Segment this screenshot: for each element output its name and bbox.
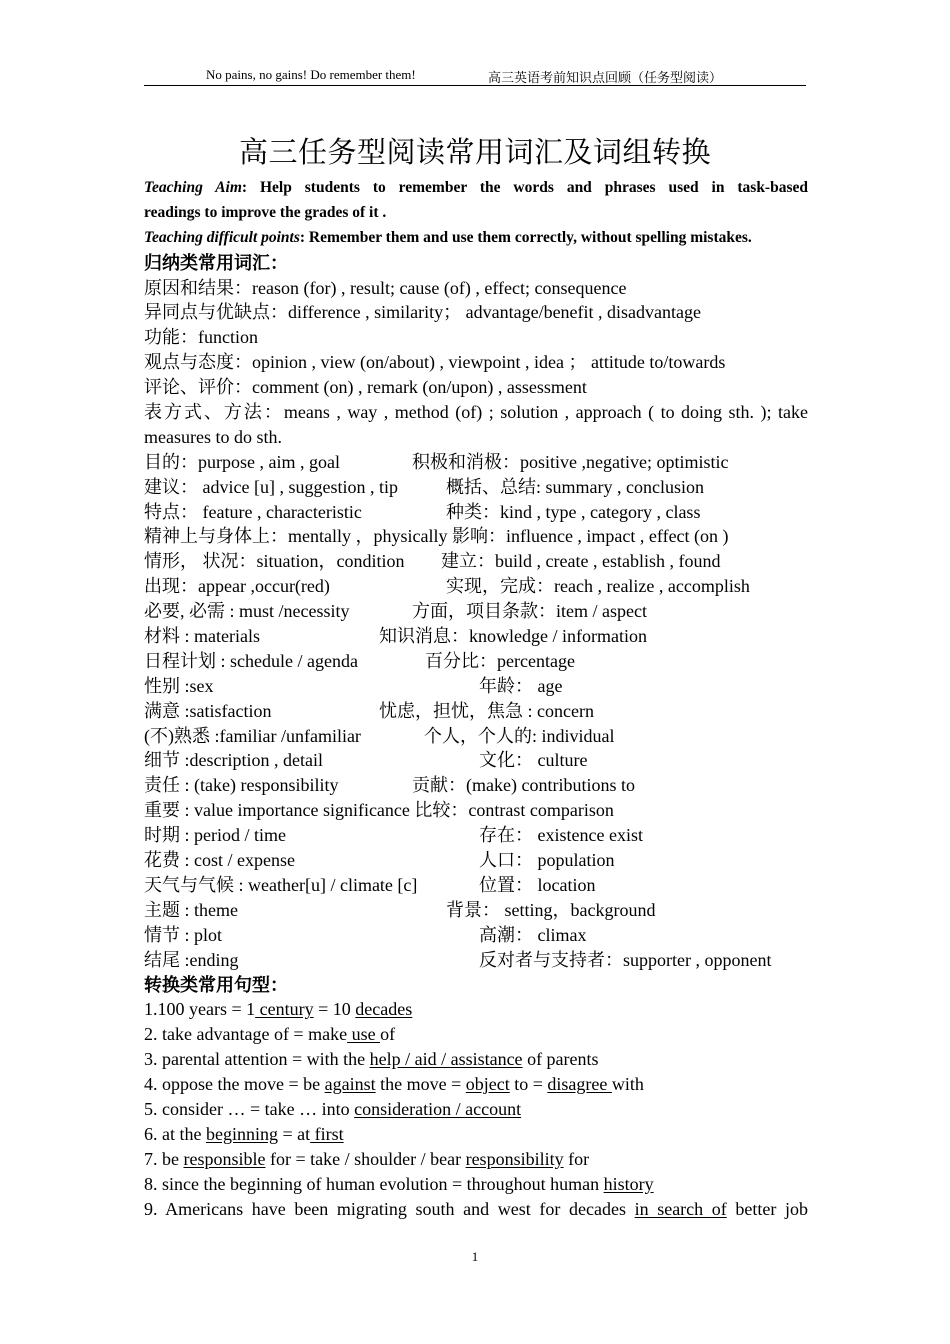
vocab-entry: measures to do sth. <box>144 426 282 447</box>
vocab-entry: 必要, 必需 : must /necessity <box>144 601 350 622</box>
vocab-list <box>144 276 808 973</box>
pattern-text: 4. oppose the move = be <box>144 1074 325 1095</box>
vocab-line <box>144 748 808 773</box>
vocab-entry: 表方式、方法：means , way , method (of) ; solution , approach ( to doing sth. ); take <box>144 402 808 423</box>
vocab-entry: 责任 : (take) responsibility <box>144 775 339 796</box>
pattern-text: 9. Americans have been migrating south and west for decades <box>144 1198 635 1219</box>
vocab-line <box>144 674 808 699</box>
teaching-difficult-line <box>144 226 808 251</box>
pattern-text: for = take / shoulder / bear <box>265 1148 466 1169</box>
vocab-entry-right: 文化： culture <box>479 750 588 771</box>
vocab-line <box>144 649 808 674</box>
vocab-line <box>144 798 808 823</box>
pattern-text: of parents <box>522 1049 599 1070</box>
answer-blank: century <box>255 999 314 1020</box>
pattern-line <box>144 1022 808 1047</box>
vocab-entry: 细节 :description , detail <box>144 750 323 771</box>
pattern-line <box>144 1097 808 1122</box>
answer-blank: help / aid / assistance <box>369 1049 523 1070</box>
pattern-text: 2. take advantage of = make <box>144 1024 348 1045</box>
vocab-entry-right: 积极和消极：positive ,negative; optimistic <box>412 451 729 472</box>
vocab-entry-right: 背景： setting，background <box>446 899 656 920</box>
vocab-entry: 结尾 :ending <box>144 949 239 970</box>
pattern-line <box>144 1072 808 1097</box>
vocab-heading: 归纳类常用词汇： <box>144 252 288 273</box>
vocab-entry: 日程计划 : schedule / agenda <box>144 650 358 671</box>
vocab-line <box>144 773 808 798</box>
vocab-line <box>144 276 808 301</box>
vocab-line <box>144 375 808 400</box>
vocab-entry: 评论、评价：comment (on) , remark (on/upon) , assessment <box>144 377 587 398</box>
pattern-text: the move = <box>375 1074 466 1095</box>
vocab-entry-right: 忧虑，担忧，焦急 : concern <box>379 700 594 721</box>
vocab-entry-right: 百分比：percentage <box>425 650 575 671</box>
vocab-entry: 特点： feature , characteristic <box>144 501 362 522</box>
vocab-entry: 建议： advice [u] , suggestion , tip <box>144 476 398 497</box>
vocab-line <box>144 873 808 898</box>
vocab-entry: 花费 : cost / expense <box>144 850 295 871</box>
answer-blank: decades <box>355 999 413 1020</box>
answer-blank: history <box>603 1173 654 1194</box>
header-subject: 高三英语考前知识点回顾（任务型阅读） <box>488 70 723 85</box>
pattern-text: 3. parental attention = with the <box>144 1049 370 1070</box>
pattern-text: 5. consider … = take … into <box>144 1098 355 1119</box>
vocab-line <box>144 923 808 948</box>
vocab-entry: 功能：function <box>144 327 258 348</box>
teaching-difficult-text: : Remember them and use them correctly, without spelling mistakes. <box>299 228 752 246</box>
vocab-entry: 性别 :sex <box>144 675 214 696</box>
vocab-line <box>144 549 808 574</box>
vocab-entry-right: 贡献：(make) contributions to <box>412 775 635 796</box>
vocab-entry: 材料 : materials <box>144 626 260 647</box>
vocab-entry: 目的：purpose , aim , goal <box>144 451 340 472</box>
vocab-entry-right: 知识消息：knowledge / information <box>379 626 647 647</box>
vocab-entry-right: 建立：build , create , establish , found <box>441 551 721 572</box>
vocab-entry: 满意 :satisfaction <box>144 700 272 721</box>
vocab-line <box>144 724 808 749</box>
page-number: 1 <box>471 1249 479 1264</box>
vocab-entry-right: 人口： population <box>479 850 615 871</box>
vocab-line <box>144 325 808 350</box>
header-motto: No pains, no gains! Do remember them! <box>206 67 416 82</box>
vocab-line <box>144 848 808 873</box>
answer-blank: object <box>465 1074 510 1095</box>
vocab-entry-right: 概括、总结: summary , conclusion <box>446 476 704 497</box>
answer-blank: in search of <box>634 1198 727 1219</box>
vocab-line <box>144 898 808 923</box>
pattern-text: better job <box>726 1198 808 1219</box>
answer-blank: first <box>310 1123 344 1144</box>
pattern-text: to = <box>509 1074 548 1095</box>
vocab-entry: 天气与气候 : weather[u] / climate [c] <box>144 874 418 895</box>
pattern-line <box>144 1172 808 1197</box>
teaching-difficult-label: Teaching difficult points <box>144 228 300 246</box>
page-header <box>144 67 806 86</box>
answer-blank: use <box>347 1024 381 1045</box>
vocab-line <box>144 350 808 375</box>
answer-blank: beginning <box>205 1123 278 1144</box>
vocab-entry-right: 实现，完成：reach , realize , accomplish <box>446 576 750 597</box>
vocab-entry: 精神上与身体上：mentally ，physically 影响：influence , impact , effect (on ) <box>144 526 729 547</box>
vocab-line <box>144 823 808 848</box>
vocab-entry: 情节 : plot <box>144 924 223 945</box>
answer-blank: responsibility <box>465 1148 564 1169</box>
vocab-entry: 主题 : theme <box>144 899 238 920</box>
teaching-aim-label: Teaching Aim <box>144 179 242 196</box>
vocab-entry-right: 方面，项目条款：item / aspect <box>412 601 647 622</box>
document-body <box>144 176 808 1221</box>
teaching-aim-line-1 <box>144 176 808 201</box>
document-title: 高三任务型阅读常用词汇及词组转换 <box>238 137 711 169</box>
vocab-entry: 原因和结果：reason (for) , result; cause (of) , effect; consequence <box>144 277 627 298</box>
pattern-text: 8. since the beginning of human evolution = throughout human <box>144 1173 604 1194</box>
teaching-aim-text-1: : Help students to remember the words and phrases used in task-based <box>241 179 808 196</box>
vocab-entry-right: 存在： existence exist <box>479 825 643 846</box>
pattern-line <box>144 1047 808 1072</box>
pattern-text: = 10 <box>313 999 356 1020</box>
pattern-heading: 转换类常用句型： <box>144 974 288 995</box>
pattern-list <box>144 997 808 1221</box>
pattern-text: for <box>563 1148 590 1169</box>
vocab-line <box>144 475 808 500</box>
pattern-line <box>144 1122 808 1147</box>
vocab-entry-right: 个人，个人的: individual <box>424 725 615 746</box>
vocab-line <box>144 948 808 973</box>
teaching-aim-line-2: readings to improve the grades of it . <box>144 203 387 221</box>
answer-blank: consideration / account <box>354 1098 522 1119</box>
vocab-entry: 重要 : value importance significance 比较：contrast comparison <box>144 800 614 821</box>
vocab-line <box>144 300 808 325</box>
answer-blank: against <box>324 1074 376 1095</box>
vocab-entry: 出现：appear ,occur(red) <box>144 576 330 597</box>
pattern-text: of <box>380 1024 396 1045</box>
vocab-line <box>144 425 808 450</box>
vocab-entry: 情形， 状况：situation，condition <box>144 551 405 572</box>
pattern-line <box>144 1197 808 1222</box>
vocab-entry-right: 位置： location <box>479 874 596 895</box>
pattern-text: 7. be <box>144 1148 184 1169</box>
vocab-line <box>144 599 808 624</box>
vocab-line <box>144 500 808 525</box>
pattern-line <box>144 997 808 1022</box>
vocab-line <box>144 450 808 475</box>
vocab-line <box>144 400 808 425</box>
pattern-text: 6. at the <box>144 1123 206 1144</box>
answer-blank: responsible <box>183 1148 266 1169</box>
vocab-entry: 时期 : period / time <box>144 825 286 846</box>
vocab-line <box>144 524 808 549</box>
pattern-line <box>144 1147 808 1172</box>
pattern-text: 1.100 years = 1 <box>144 999 256 1020</box>
vocab-entry-right: 年龄： age <box>479 675 563 696</box>
vocab-line <box>144 624 808 649</box>
answer-blank: disagree <box>547 1074 612 1095</box>
vocab-entry: 观点与态度：opinion , view (on/about) , viewpoint , idea ； attitude to/towards <box>144 352 726 373</box>
vocab-entry-right: 高潮： climax <box>479 924 587 945</box>
vocab-line <box>144 574 808 599</box>
pattern-text: = at <box>277 1123 311 1144</box>
vocab-entry: (不)熟悉 :familiar /unfamiliar <box>144 725 361 746</box>
vocab-entry-right: 种类：kind , type , category , class <box>446 501 701 522</box>
vocab-entry: 异同点与优缺点：difference , similarity； advantage/benefit , disadvantage <box>144 302 702 323</box>
vocab-entry-right: 反对者与支持者：supporter , opponent <box>479 949 772 970</box>
vocab-line <box>144 699 808 724</box>
pattern-text: with <box>611 1074 644 1095</box>
